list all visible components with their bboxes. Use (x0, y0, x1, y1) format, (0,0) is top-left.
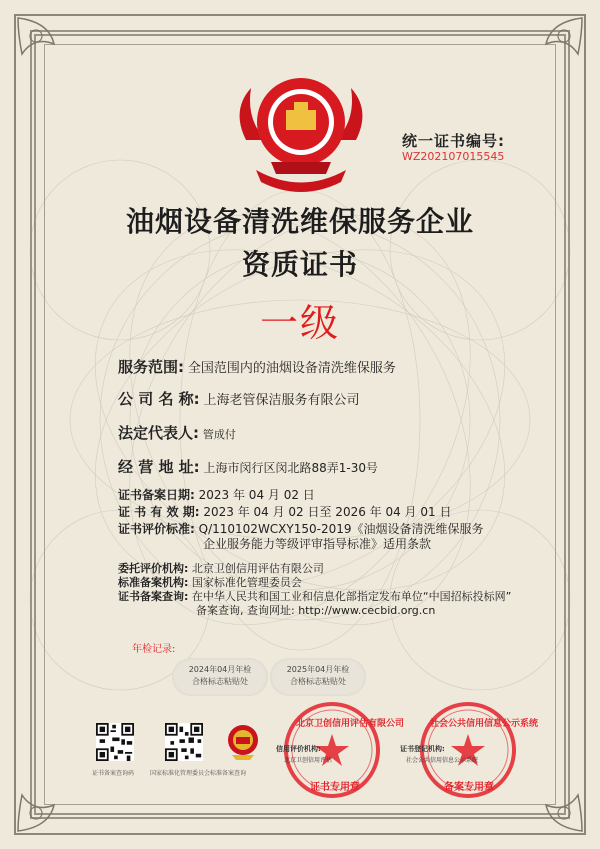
seal2-bottom-text: 备案专用章 (444, 782, 494, 793)
legal-rep-value: 管成付 (202, 428, 236, 441)
query-value: 在中华人民共和国工业和信息化部指定发布单位“中国招标投标网” (191, 590, 512, 603)
national-emblem-icon (226, 722, 260, 762)
qr-code-icon (96, 723, 134, 761)
corner-ornament-bottom-left (14, 765, 84, 835)
corner-ornament-top-left (14, 14, 84, 84)
qualification-emblem-icon (226, 70, 376, 200)
standard-value-line2: 企业服务能力等级评审指导标准》适用条款 (203, 537, 432, 551)
seal1-subcaption: 北京卫创信用评估 (284, 757, 333, 764)
annual-inspection-label: 年检记录: (132, 644, 176, 655)
record-date-row (118, 486, 315, 503)
address-value: 上海市闵行区闵北路88弄1-30号 (203, 461, 379, 475)
corner-ornament-bottom-right (516, 765, 586, 835)
seal2-ring-text: 社会公共信用信息公示系统 (430, 719, 539, 729)
annual-sticker-2025 (270, 658, 366, 696)
sticker-2025-line1: 2025年04月年检 (286, 665, 350, 674)
scope-value: 全国范围内的油烟设备清洗维保服务 (187, 361, 396, 376)
company-row (118, 388, 360, 409)
seal1-ring-text: 北京卫创信用评估有限公司 (296, 719, 405, 729)
seal1-caption: 信用评价机构: (276, 745, 321, 753)
legal-rep-label: 法定代表人: (118, 424, 199, 442)
query-url: 备案查询, 查询网址: http://www.cecbid.org.cn (196, 604, 436, 617)
certificate-subtitle: 资质证书 (241, 248, 358, 281)
corner-ornament-top-right (516, 14, 586, 84)
seal2-caption: 证书登记机构: (400, 745, 445, 753)
record-date-value: 2023 年 04 月 02 日 (198, 488, 315, 502)
seal2-subcaption: 社会公共信用信息公示系统 (406, 757, 479, 764)
grade-level: 一级 (259, 301, 340, 345)
record-date-label: 证书备案日期: (118, 488, 195, 502)
qr2-caption: 国家标准化管理委员会标准备案查询 (150, 770, 247, 777)
query-label: 证书备案查询: (118, 590, 189, 603)
standard-agency-value: 国家标准化管理委员会 (191, 576, 302, 589)
validity-label: 证 书 有 效 期: (118, 505, 200, 519)
qr-code-icon (165, 723, 203, 761)
agency-value: 北京卫创信用评估有限公司 (191, 562, 324, 575)
seal1-bottom-text: 证书专用章 (310, 782, 360, 793)
agency-label: 委托评价机构: (118, 562, 189, 575)
sticker-2025-line2: 合格标志粘贴处 (290, 677, 346, 686)
sticker-2024-line2: 合格标志粘贴处 (192, 677, 248, 686)
certificate-title: 油烟设备清洗维保服务企业 (125, 205, 474, 238)
validity-row (118, 503, 451, 520)
address-label: 经 营 地 址: (118, 458, 200, 476)
validity-value: 2023 年 04 月 02 日至 2026 年 04 月 01 日 (203, 505, 452, 519)
serial-number: WZ202107015545 (402, 150, 505, 163)
qr1-caption: 证书备案查询码 (92, 770, 135, 777)
scope-label: 服务范围: (118, 358, 184, 376)
annual-sticker-2024 (172, 658, 268, 696)
serial-label: 统一证书编号: (402, 132, 505, 150)
standard-label: 证书评价标准: (118, 522, 195, 536)
sticker-2024-line1: 2024年04月年检 (188, 665, 252, 674)
company-value: 上海老管保洁服务有限公司 (203, 393, 360, 408)
standard-agency-label: 标准备案机构: (118, 576, 189, 589)
address-row (118, 456, 378, 477)
company-label: 公 司 名 称: (118, 390, 200, 408)
scope-row (118, 356, 396, 377)
standard-value: Q/110102WCXY150-2019《油烟设备清洗维保服务 (198, 522, 484, 536)
legal-rep-row (118, 422, 236, 443)
